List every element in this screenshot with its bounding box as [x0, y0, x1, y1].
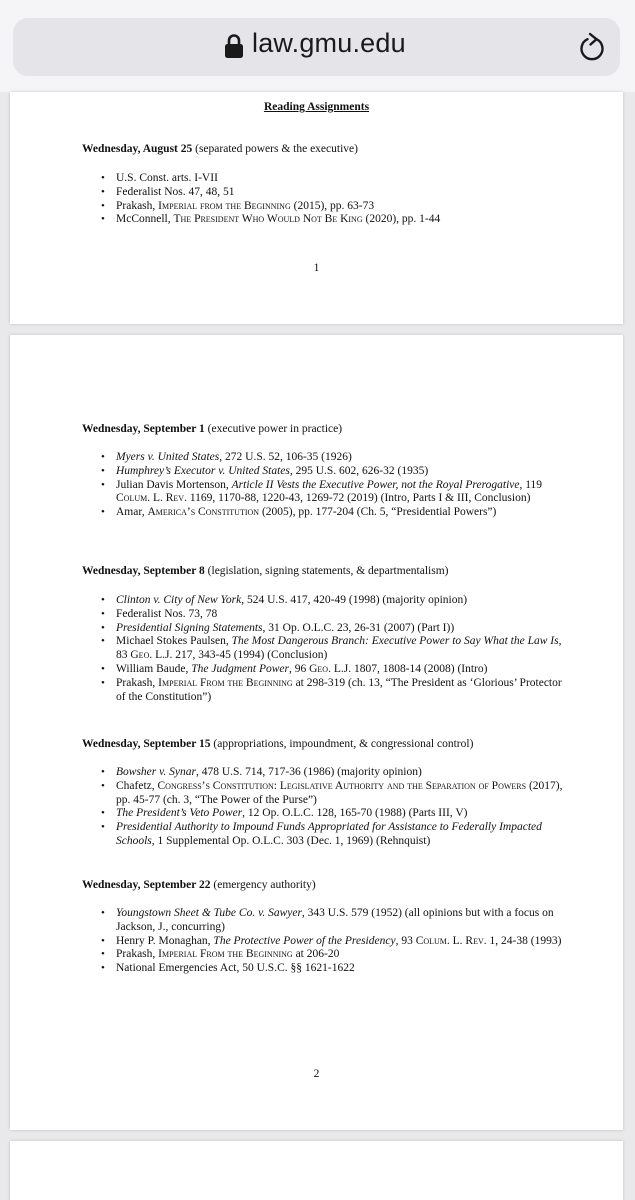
- reload-icon[interactable]: [577, 31, 607, 63]
- document-page-1: [10, 92, 623, 324]
- reading-item: • Clinton v. City of New York, 524 U.S. 417, 420-49 (1998) (majority opinion): [116, 594, 571, 608]
- reading-list: [116, 594, 571, 704]
- reading-item: • Federalist Nos. 73, 78: [116, 608, 571, 622]
- lock-icon: [224, 33, 244, 59]
- reading-item: • Prakash, Imperial From the Beginning at 298-319 (ch. 13, “The President as ‘Glorious’ Protector of the Constitution”): [116, 677, 571, 705]
- reading-item: • U.S. Const. arts. I-VII: [116, 172, 571, 186]
- reading-list: [116, 451, 571, 520]
- session-heading: [82, 423, 342, 435]
- reading-list: [116, 766, 571, 849]
- url-text[interactable]: law.gmu.edu: [252, 28, 406, 58]
- reading-item: • Humphrey’s Executor v. United States, 295 U.S. 602, 626-32 (1935): [116, 465, 571, 479]
- reading-item: • Henry P. Monaghan, The Protective Power of the Presidency, 93 Colum. L. Rev. 1, 24-38 (1993): [116, 935, 571, 949]
- session-heading: [82, 879, 316, 891]
- page-number: 1: [313, 262, 320, 274]
- reading-item: • Prakash, Imperial From the Beginning at 206-20: [116, 948, 571, 962]
- reading-item: • Julian Davis Mortenson, Article II Vests the Executive Power, not the Royal Prerogative, 119 Colum. L. Rev. 1169, 1170-88, 1220-43, 1269-72 (2019) (Intro, Parts I & III, Conclusion): [116, 479, 571, 507]
- reading-list: [116, 172, 571, 227]
- reading-list: [116, 907, 571, 976]
- session-date: Wednesday, September 1: [82, 423, 205, 435]
- reading-item: • Youngstown Sheet & Tube Co. v. Sawyer, 343 U.S. 579 (1952) (all opinions but with a focus on Jackson, J., concurring): [116, 907, 571, 935]
- session-topic: (emergency authority): [213, 879, 316, 891]
- document-title: Reading Assignments: [263, 101, 370, 113]
- reading-item: • National Emergencies Act, 50 U.S.C. §§ 1621-1622: [116, 962, 571, 976]
- session-topic: (separated powers & the executive): [195, 143, 358, 155]
- session-date: Wednesday, August 25: [82, 143, 193, 155]
- reading-item: • William Baude, The Judgment Power, 96 Geo. L.J. 1807, 1808-14 (2008) (Intro): [116, 663, 571, 677]
- session-date: Wednesday, September 8: [82, 565, 205, 577]
- session-heading: [82, 565, 449, 577]
- session-date: Wednesday, September 22: [82, 879, 211, 891]
- reading-item: • The President’s Veto Power, 12 Op. O.L.C. 128, 165-70 (1988) (Parts III, V): [116, 807, 571, 821]
- session-heading: [82, 143, 358, 155]
- session-topic: (appropriations, impoundment, & congressional control): [213, 738, 474, 750]
- reading-item: • Bowsher v. Synar, 478 U.S. 714, 717-36 (1986) (majority opinion): [116, 766, 571, 780]
- reading-item: • McConnell, The President Who Would Not Be King (2020), pp. 1-44: [116, 213, 571, 227]
- reading-item: • Myers v. United States, 272 U.S. 52, 106-35 (1926): [116, 451, 571, 465]
- document-page-2: [10, 335, 623, 1130]
- reading-item: • Amar, America’s Constitution (2005), pp. 177-204 (Ch. 5, “Presidential Powers”): [116, 506, 571, 520]
- session-heading: [82, 738, 473, 750]
- session-date: Wednesday, September 15: [82, 738, 211, 750]
- session-topic: (legislation, signing statements, & departmentalism): [207, 565, 449, 577]
- reading-item: • Chafetz, Congress’s Constitution: Legislative Authority and the Separation of Powers (2017), pp. 45-77 (ch. 3, “The Power of the Purse”): [116, 780, 571, 808]
- document-page-3: [10, 1141, 623, 1200]
- reading-item: • Presidential Signing Statements, 31 Op. O.L.C. 23, 26-31 (2007) (Part I)): [116, 622, 571, 636]
- browser-toolbar: [0, 0, 635, 92]
- reading-item: • Presidential Authority to Impound Funds Appropriated for Assistance to Federally Impacted Schools, 1 Supplemental Op. O.L.C. 303 (Dec. 1, 1969) (Rehnquist): [116, 821, 571, 849]
- reading-item: • Federalist Nos. 47, 48, 51: [116, 186, 571, 200]
- reading-item: • Michael Stokes Paulsen, The Most Dangerous Branch: Executive Power to Say What the Law Is, 83 Geo. L.J. 217, 343-45 (1994) (Conclusion): [116, 635, 571, 663]
- page-number: 2: [313, 1068, 320, 1080]
- session-topic: (executive power in practice): [207, 423, 343, 435]
- reading-item: • Prakash, Imperial from the Beginning (2015), pp. 63-73: [116, 200, 571, 214]
